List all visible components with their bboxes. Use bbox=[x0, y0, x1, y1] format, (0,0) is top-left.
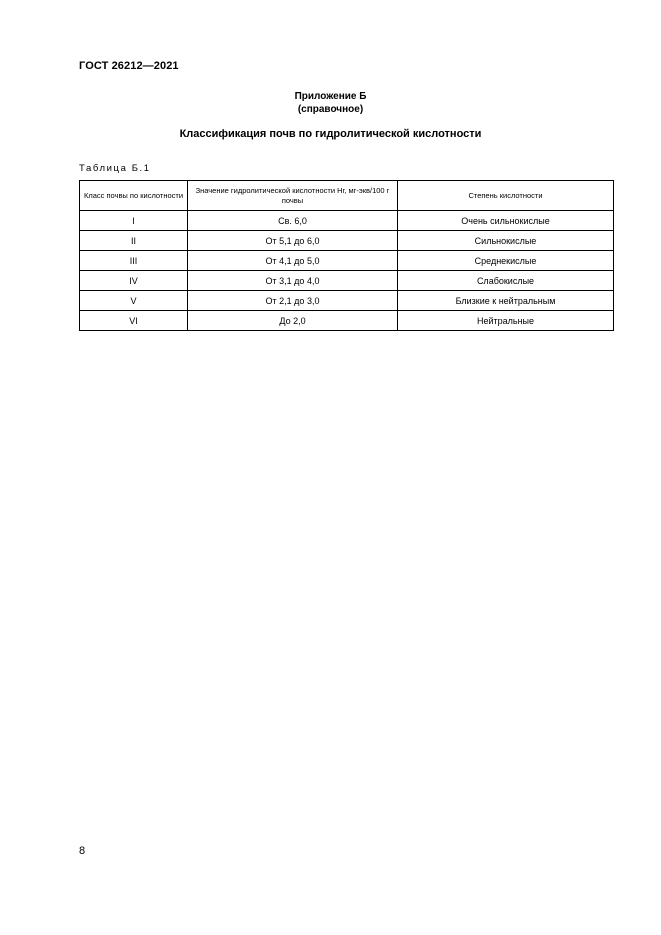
table-row bbox=[80, 291, 614, 311]
table-row bbox=[80, 311, 614, 331]
cell-acidity-value: До 2,0 bbox=[188, 311, 398, 331]
cell-acidity-degree: Нейтральные bbox=[398, 311, 614, 331]
cell-acidity-degree: Сильнокислые bbox=[398, 231, 614, 251]
cell-soil-class: VI bbox=[80, 311, 188, 331]
cell-acidity-value: От 2,1 до 3,0 bbox=[188, 291, 398, 311]
column-header-acidity-value: Значение гидролитической кислотности Нг, мг-экв/100 г почвы bbox=[188, 181, 398, 211]
cell-soil-class: IV bbox=[80, 271, 188, 291]
cell-acidity-degree: Очень сильнокислые bbox=[398, 211, 614, 231]
table-row bbox=[80, 251, 614, 271]
page-number: 8 bbox=[79, 845, 86, 857]
cell-acidity-value: От 4,1 до 5,0 bbox=[188, 251, 398, 271]
table-label: Таблица Б.1 bbox=[79, 163, 151, 174]
cell-acidity-value: Св. 6,0 bbox=[188, 211, 398, 231]
column-header-acidity-degree: Степень кислотности bbox=[398, 181, 614, 211]
column-header-soil-class: Класс почвы по кислотности bbox=[80, 181, 188, 211]
cell-acidity-value: От 3,1 до 4,0 bbox=[188, 271, 398, 291]
table-header-row bbox=[80, 181, 614, 211]
cell-soil-class: I bbox=[80, 211, 188, 231]
table-row bbox=[80, 231, 614, 251]
cell-acidity-degree: Слабокислые bbox=[398, 271, 614, 291]
table-row bbox=[80, 271, 614, 291]
soil-classification-table bbox=[79, 180, 614, 331]
section-title: Классификация почв по гидролитической кислотности bbox=[179, 128, 482, 140]
appendix-title: Приложение Б bbox=[294, 91, 367, 102]
cell-soil-class: V bbox=[80, 291, 188, 311]
cell-acidity-degree: Среднекислые bbox=[398, 251, 614, 271]
cell-acidity-value: От 5,1 до 6,0 bbox=[188, 231, 398, 251]
table-row bbox=[80, 211, 614, 231]
cell-soil-class: II bbox=[80, 231, 188, 251]
document-code: ГОСТ 26212—2021 bbox=[79, 60, 179, 72]
appendix-subtitle: (справочное) bbox=[297, 104, 364, 115]
cell-acidity-degree: Близкие к нейтральным bbox=[398, 291, 614, 311]
cell-soil-class: III bbox=[80, 251, 188, 271]
